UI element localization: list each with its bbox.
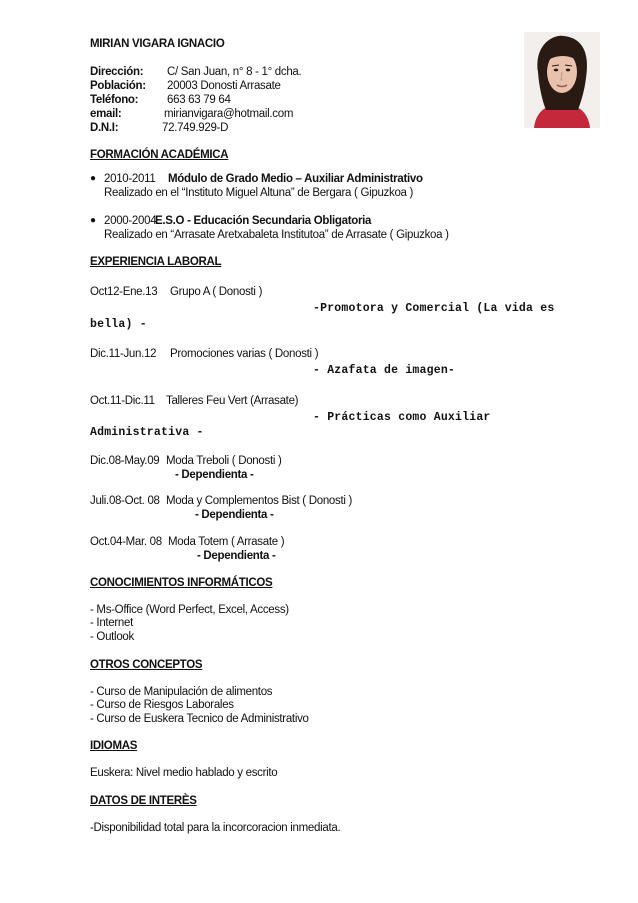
job-dates: Juli.08-Oct. 08 [90, 495, 160, 507]
section-heading-idiomas: IDIOMAS [90, 740, 138, 752]
bullet-icon: ● [90, 173, 96, 184]
job-dates: Oct.11-Dic.11 [90, 395, 155, 407]
email-value: mirianvigara@hotmail.com [164, 108, 294, 120]
email-label: email: [90, 108, 122, 120]
formacion-years: 2000-2004 [104, 215, 157, 227]
portrait-photo [524, 32, 600, 128]
job-role: - Dependienta - [175, 469, 254, 481]
job-role: - Dependienta - [197, 550, 276, 562]
job-role: - Dependienta - [195, 509, 274, 521]
job-role: -Promotora y Comercial (La vida es [313, 302, 555, 315]
job-company: Moda y Complementos Bist ( Donosti ) [166, 495, 353, 507]
job-role-continued: bella) - [90, 318, 147, 331]
address-label: Dirección: [90, 66, 144, 78]
list-item: - Curso de Riesgos Laborales [90, 699, 234, 711]
city-value: 20003 Donosti Arrasate [167, 80, 281, 92]
dni-value: 72.749.929-D [162, 122, 229, 134]
phone-label: Teléfono: [90, 94, 139, 106]
bullet-icon: ● [90, 215, 96, 226]
job-company: Moda Totem ( Arrasate ) [168, 536, 285, 548]
job-company: Talleres Feu Vert (Arrasate) [166, 395, 299, 407]
job-dates: Oct12-Ene.13 [90, 286, 158, 298]
job-company: Promociones varias ( Donosti ) [170, 348, 319, 360]
list-item: - Outlook [90, 631, 134, 643]
job-dates: Dic.11-Jun.12 [90, 348, 157, 360]
dni-label: D.N.I: [90, 122, 119, 134]
formacion-detail: Realizado en “Arrasate Aretxabaleta Institutoa” de Arrasate ( Gipuzkoa ) [104, 229, 449, 241]
section-heading-informatica: CONOCIMIENTOS INFORMÁTICOS [90, 577, 273, 589]
list-item: - Curso de Euskera Tecnico de Administrativo [90, 713, 309, 725]
section-heading-experiencia: EXPERIENCIA LABORAL [90, 256, 222, 268]
list-item: - Curso de Manipulación de alimentos [90, 686, 273, 698]
job-role: - Azafata de imagen- [313, 364, 456, 377]
list-item: Euskera: Nivel medio hablado y escrito [90, 767, 278, 779]
list-item: - Internet [90, 617, 134, 629]
job-company: Moda Treboli ( Donosti ) [166, 455, 282, 467]
formacion-title: Módulo de Grado Medio – Auxiliar Administrativo [168, 173, 423, 185]
portrait-illustration [524, 32, 600, 128]
section-heading-otros: OTROS CONCEPTOS [90, 659, 203, 671]
job-dates: Oct.04-Mar. 08 [90, 536, 162, 548]
phone-value: 663 63 79 64 [167, 94, 231, 106]
section-heading-interes: DATOS DE INTERÈS [90, 795, 197, 807]
applicant-name: MIRIAN VIGARA IGNACIO [90, 38, 225, 50]
job-role: - Prácticas como Auxiliar [313, 411, 491, 424]
formacion-years: 2010-2011 [104, 173, 156, 185]
city-label: Población: [90, 80, 146, 92]
list-item: -Disponibilidad total para la incorcoracion inmediata. [90, 822, 341, 834]
job-role-continued: Administrativa - [90, 426, 204, 439]
address-value: C/ San Juan, n° 8 - 1° dcha. [167, 66, 302, 78]
formacion-title: E.S.O - Educación Secundaria Obligatoria [155, 215, 372, 227]
formacion-detail: Realizado en el “Instituto Miguel Altuna” de Bergara ( Gipuzkoa ) [104, 187, 414, 199]
job-dates: Dic.08-May.09 [90, 455, 160, 467]
list-item: - Ms-Office (Word Perfect, Excel, Access) [90, 604, 289, 616]
job-company: Grupo A ( Donosti ) [170, 286, 263, 298]
section-heading-formacion: FORMACIÓN ACADÉMICA [90, 149, 229, 161]
